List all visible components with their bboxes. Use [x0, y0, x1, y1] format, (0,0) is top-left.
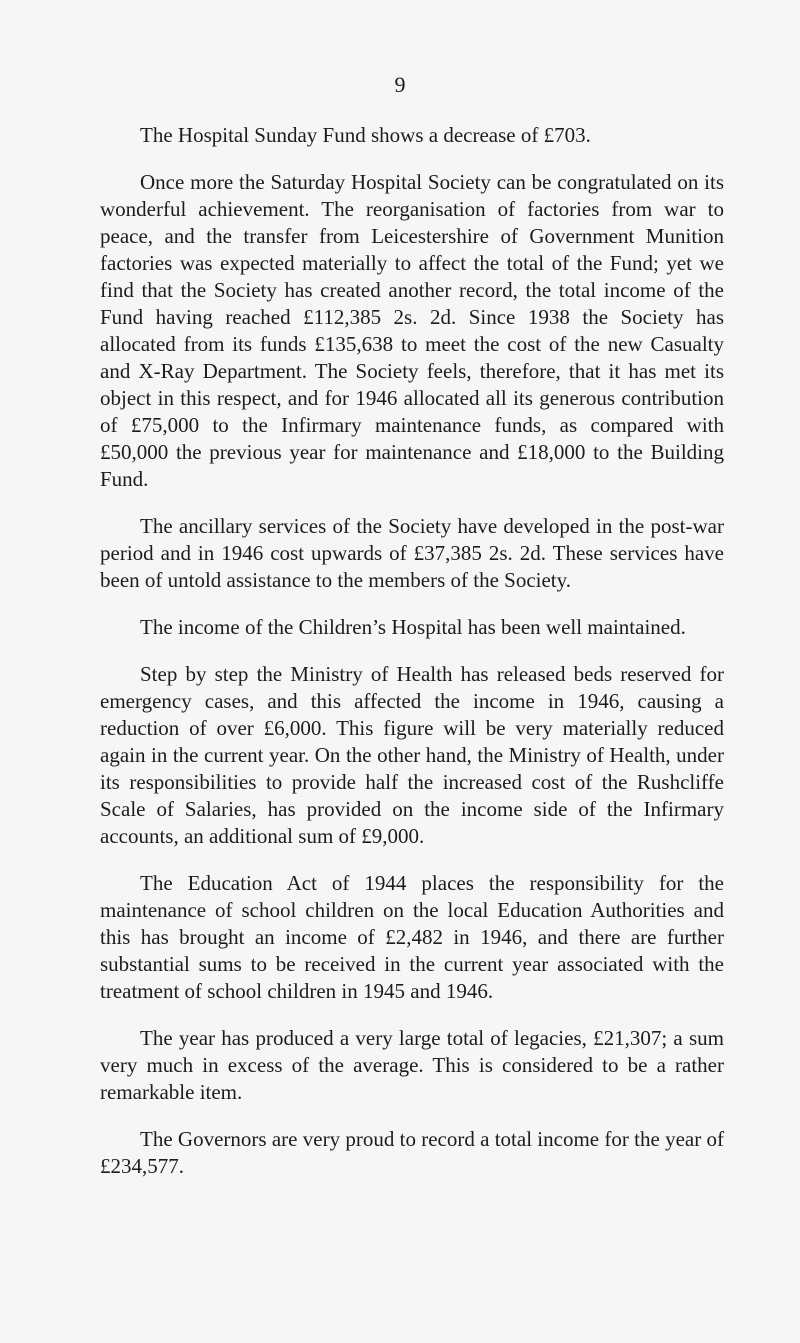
paragraph-ministry-of-health: Step by step the Ministry of Health has released beds reserved for emergency cases, and this affected the income in 1946, causing a reduction of over £6,000. This figure will be very materially reduced again in the current year. On the other hand, the Ministry of Health, under its responsibilities to provide half the increased cost of the Rushcliffe Scale of Salaries, has provided on the income side of the Infirmary accounts, an additional sum of £9,000.	[100, 662, 724, 848]
paragraph-childrens-hospital: The income of the Children’s Hospital has been well maintained.	[140, 615, 686, 639]
body-text	[100, 122, 724, 1200]
page-number: 9	[394, 72, 406, 97]
paragraph-ancillary-services: The ancillary services of the Society have developed in the post-war period and in 1946 cost upwards of £37,385 2s. 2d. These services have been of untold assistance to the members of the Society.	[100, 514, 724, 592]
paragraph-hospital-sunday-fund: The Hospital Sunday Fund shows a decrease of £703.	[140, 123, 591, 147]
paragraph-legacies: The year has produced a very large total of legacies, £21,307; a sum very much in excess of the average. This is considered to be a rather remarkable item.	[100, 1026, 724, 1104]
paragraph-saturday-hospital-society: Once more the Saturday Hospital Society can be congratulated on its wonderful achievement. The reorganisation of factories from war to peace, and the transfer from Leicestershire of Government Munition factories was expected materially to affect the total of the Fund; yet we find that the Society has created another record, the total income of the Fund having reached £112,385 2s. 2d. Since 1938 the Society has allocated from its funds £135,638 to meet the cost of the new Casualty and X-Ray Department. The Society feels, therefore, that it has met its object in this respect, and for 1946 allocated all its generous contribution of £75,000 to the Infirmary maintenance funds, as compared with £50,000 the previous year for maintenance and £18,000 to the Building Fund.	[100, 170, 724, 491]
paragraph-total-income: The Governors are very proud to record a total income for the year of £234,577.	[100, 1127, 724, 1178]
paragraph-education-act: The Education Act of 1944 places the responsibility for the maintenance of school children on the local Education Authorities and this has brought an income of £2,482 in 1946, and there are further substantial sums to be received in the current year associated with the treatment of school children in 1945 and 1946.	[100, 871, 724, 1003]
